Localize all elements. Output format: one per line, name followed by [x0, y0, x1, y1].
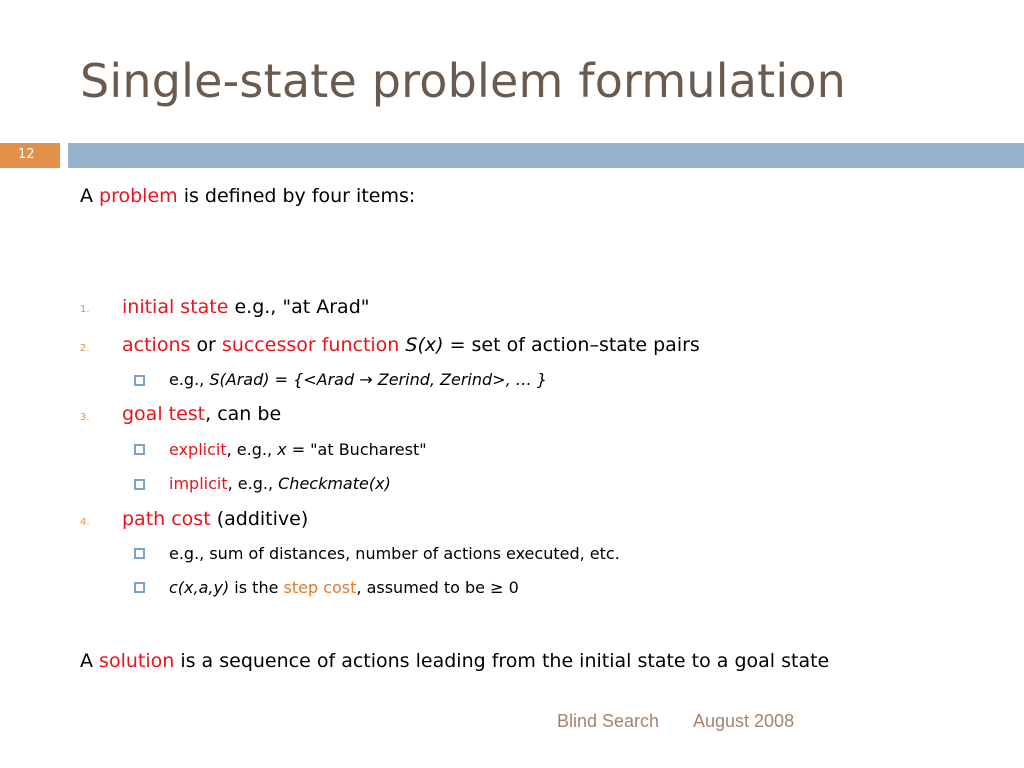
item4-sub1-line: e.g., sum of distances, number of actions executed, etc.	[169, 544, 620, 563]
item3-sub1-var: x	[277, 440, 287, 459]
arrow-icon: →	[359, 370, 373, 389]
item2-marker: 2.	[80, 343, 90, 354]
square-bullet-icon	[134, 582, 145, 593]
square-bullet-icon	[134, 375, 145, 386]
item4-sub2-mid: is the	[234, 578, 279, 597]
item3-rest: , can be	[205, 403, 282, 425]
item2-sub1-prefix: e.g.,	[169, 370, 205, 389]
item2-expr: S(x)	[405, 334, 444, 356]
item2-term2: successor function	[221, 334, 400, 356]
item2-sub1-expr: S(Arad) = {<Arad	[209, 370, 355, 389]
solution-line	[80, 650, 829, 672]
item2-rest: = set of action–state pairs	[449, 334, 700, 356]
item4-sub2-term: step cost	[283, 578, 357, 597]
item3-line	[122, 403, 281, 425]
footer-date: August 2008	[693, 711, 795, 731]
item3-term: goal test	[122, 403, 206, 425]
item2-sub1-expr2: Zerind, Zerind>, … }	[377, 370, 547, 389]
item2-line	[122, 334, 700, 356]
item4-sub2-expr: c(x,a,y)	[169, 578, 230, 597]
solution-term: solution	[99, 650, 175, 672]
item2-term1: actions	[122, 334, 191, 356]
intro-a: A	[80, 185, 93, 207]
square-bullet-icon	[134, 548, 145, 559]
item4-sub2-line	[169, 578, 519, 597]
intro-rest: is defined by four items:	[183, 185, 416, 207]
item2-sub1-line	[169, 370, 547, 389]
header-rule	[68, 143, 1024, 168]
square-bullet-icon	[134, 444, 145, 455]
item3-marker: 3.	[80, 412, 90, 423]
item2-or: or	[196, 334, 216, 356]
item3-sub1-rest: , e.g.,	[226, 440, 273, 459]
slide-number-box	[0, 143, 60, 168]
item3-sub1-rest2: = "at Bucharest"	[291, 440, 427, 459]
intro-line	[80, 185, 415, 207]
intro-problem-term: problem	[99, 185, 178, 207]
item3-sub2-line	[169, 474, 391, 493]
item3-sub2-rest: , e.g.,	[227, 474, 274, 493]
solution-rest: is a sequence of actions leading from the initial state to a goal state	[180, 650, 830, 672]
item1-marker: 1.	[80, 304, 90, 315]
item1-line	[122, 296, 370, 318]
item4-line	[122, 508, 308, 530]
item4-rest: (additive)	[216, 508, 309, 530]
item4-term: path cost	[122, 508, 211, 530]
slide-number: 12	[18, 147, 35, 162]
slide-title: Single-state problem formulation	[80, 54, 847, 108]
item4-marker: 4.	[80, 517, 90, 528]
item3-sub2-term: implicit	[169, 474, 228, 493]
item3-sub1-line	[169, 440, 427, 459]
item4-sub2-rest: , assumed to be ≥ 0	[356, 578, 519, 597]
item1-rest: e.g., "at Arad"	[234, 296, 370, 318]
item3-sub1-term: explicit	[169, 440, 227, 459]
footer-topic: Blind Search	[557, 711, 660, 731]
solution-a: A	[80, 650, 93, 672]
square-bullet-icon	[134, 479, 145, 490]
item3-sub2-expr: Checkmate(x)	[278, 474, 391, 493]
item1-term: initial state	[122, 296, 229, 318]
